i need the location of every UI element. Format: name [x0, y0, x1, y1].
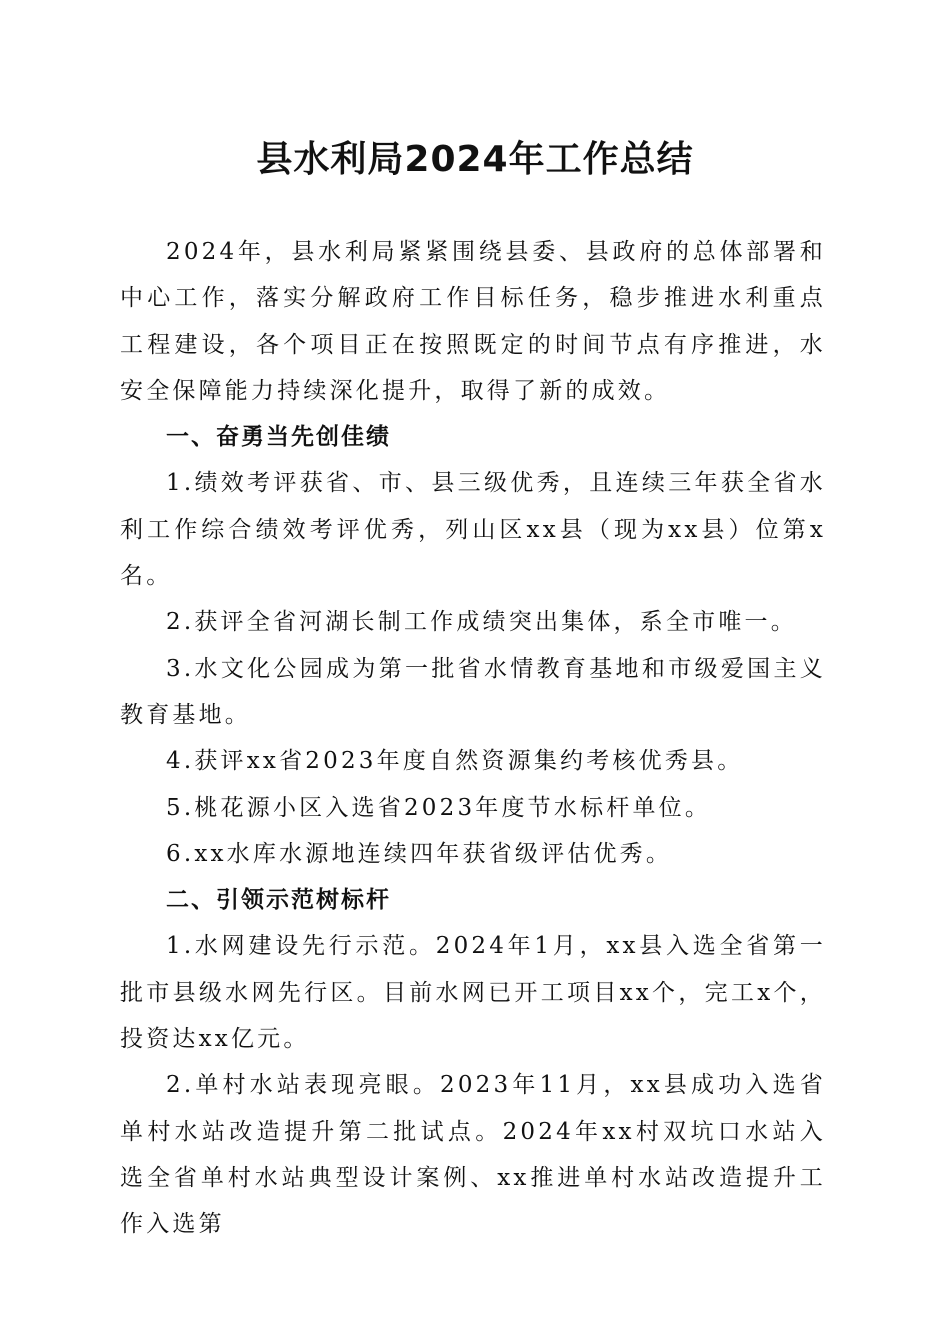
section2-item-2: 2.单村水站表现亮眼。2023年11月，xx县成功入选省单村水站改造提升第二批试点。2024年xx村双坑口水站入选全省单村水站典型设计案例、xx推进单村水站改造提升工作入选第 — [120, 1072, 826, 1238]
document-title: 县水利局2024年工作总结 — [256, 139, 694, 180]
section1-item-2: 2.获评全省河湖长制工作成绩突出集体，系全市唯一。 — [166, 609, 797, 636]
section-heading-1: 一、奋勇当先创佳绩 — [166, 424, 391, 451]
section1-item-5: 5.桃花源小区入选省2023年度节水标杆单位。 — [166, 794, 712, 821]
intro-paragraph: 2024年，县水利局紧紧围绕县委、县政府的总体部署和中心工作，落实分解政府工作目标任务，稳步推进水利重点工程建设，各个项目正在按照既定的时间节点有序推进，水安全保障能力持续深化提升，取得了新的成效。 — [120, 239, 826, 404]
section2-item-1: 1.水网建设先行示范。2024年1月，xx县入选全省第一批市县级水网先行区。目前水网已开工项目xx个，完工x个，投资达xx亿元。 — [120, 933, 826, 1053]
section1-item-1: 1.绩效考评获省、市、县三级优秀，且连续三年获全省水利工作综合绩效考评优秀，列山区xx县（现为xx县）位第x名。 — [120, 470, 826, 590]
section-heading-2: 二、引领示范树标杆 — [166, 887, 391, 914]
section1-item-4: 4.获评xx省2023年度自然资源集约考核优秀县。 — [166, 748, 744, 775]
document-body — [120, 229, 826, 1248]
section1-item-6: 6.xx水库水源地连续四年获省级评估优秀。 — [166, 840, 673, 867]
section1-item-3: 3.水文化公园成为第一批省水情教育基地和市级爱国主义教育基地。 — [120, 655, 826, 728]
